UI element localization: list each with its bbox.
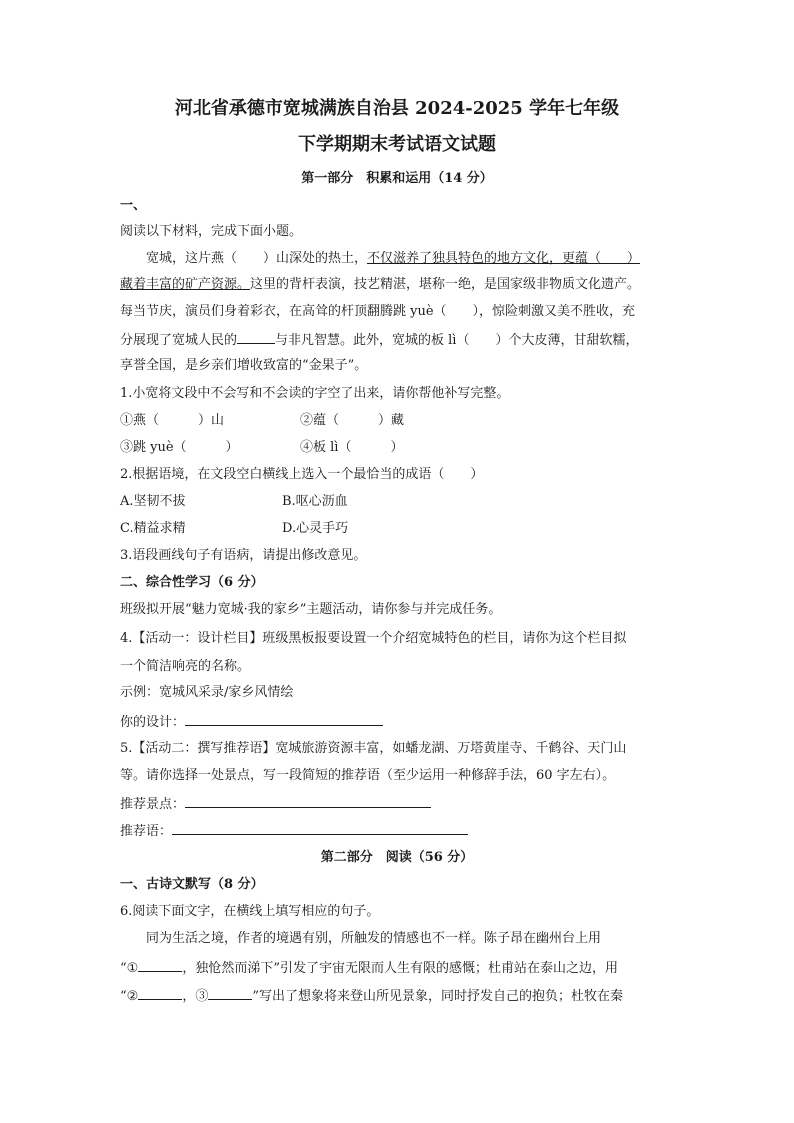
q6-blank-1[interactable] bbox=[138, 959, 182, 972]
passage-line-5: 享誉全国，是乡亲们增收致富的“金果子”。 bbox=[120, 358, 368, 373]
q5-rec-row bbox=[120, 822, 468, 840]
q6-paragraph-line-3 bbox=[120, 987, 623, 1005]
part2-heading: 第二部分 阅读（56 分） bbox=[320, 850, 474, 865]
q6-blank-3[interactable] bbox=[208, 987, 252, 1000]
q5-rec-line[interactable] bbox=[172, 822, 468, 835]
q6-text: “② bbox=[120, 989, 139, 1004]
q6-paragraph-line-2 bbox=[120, 959, 618, 977]
q2-choice-a: A.坚韧不拔 bbox=[120, 494, 186, 509]
passage-text: 与非凡智慧。此外，宽城的板 lì（ ）个大皮薄，甘甜软糯， bbox=[275, 333, 639, 348]
q1-option-c: ③跳 yuè（ ） bbox=[120, 440, 239, 455]
page-title: 河北省承德市宽城满族自治县 2024-2025 学年七年级 bbox=[174, 98, 620, 119]
q5-rec-label: 推荐语： bbox=[120, 824, 173, 839]
q2-choice-d: D.心灵手巧 bbox=[282, 521, 349, 536]
q6-text: “① bbox=[120, 961, 139, 976]
question-2: 2.根据语境，在文段空白横线上选入一个最恰当的成语（ ） bbox=[120, 467, 484, 482]
q6-blank-2[interactable] bbox=[138, 987, 182, 1000]
question-5-line-2: 等。请你选择一处景点，写一段简短的推荐语（至少运用一种修辞手法，60 字左右）。 bbox=[120, 768, 616, 783]
q5-spot-label: 推荐景点： bbox=[120, 797, 186, 812]
question-6: 6.阅读下面文字，在横线上填写相应的句子。 bbox=[120, 904, 380, 919]
passage-lead: 宽城，这片燕（ ）山深处的热土， bbox=[146, 251, 368, 266]
passage-line-4 bbox=[120, 331, 638, 349]
question-4-line-1: 4.【活动一：设计栏目】班级黑板报要设置一个介绍宽城特色的栏目，请你为这个栏目拟 bbox=[120, 631, 627, 646]
q6-text: ，独怆然而涕下”引发了宇宙无限而人生有限的感慨；杜甫站在泰山之边，用 bbox=[182, 961, 618, 976]
part1-heading: 第一部分 积累和运用（14 分） bbox=[301, 171, 493, 186]
section1-label: 一、 bbox=[120, 198, 147, 213]
question-3: 3.语段画线句子有语病，请提出修改意见。 bbox=[120, 548, 367, 563]
fill-blank bbox=[237, 331, 275, 344]
underlined-sentence-part1: 不仅滋养了独具特色的地方文化，更蕴（ ） bbox=[367, 251, 641, 266]
q1-option-a: ①燕（ ）山 bbox=[120, 413, 225, 428]
q1-option-b: ②蕴（ ）藏 bbox=[300, 413, 405, 428]
q5-spot-line[interactable] bbox=[185, 795, 431, 808]
section3-heading: 一、古诗文默写（8 分） bbox=[120, 877, 264, 892]
passage-line-1 bbox=[146, 251, 640, 267]
question-5-line-1: 5.【活动二：撰写推荐语】宽城旅游资源丰富，如蟠龙湖、万塔黄崖寺、千鹤谷、天门山 bbox=[120, 741, 627, 756]
q6-text: ，③ bbox=[182, 989, 209, 1004]
q2-choice-c: C.精益求精 bbox=[120, 521, 186, 536]
q1-option-d: ④板 lì（ ） bbox=[300, 440, 404, 455]
passage-text: 这里的背杆表演，技艺精湛，堪称一绝，是国家级非物质文化遗产。 bbox=[250, 277, 641, 292]
section2-heading: 二、综合性学习（6 分） bbox=[120, 575, 264, 590]
q6-paragraph-line-1: 同为生活之境，作者的境遇有别，所触发的情感也不一样。陈子昂在幽州台上用 bbox=[146, 931, 602, 946]
q4-answer-row bbox=[120, 713, 383, 731]
passage-line-2 bbox=[120, 277, 640, 293]
question-1: 1.小宽将文段中不会写和不会读的字空了出来，请你帮他补写完整。 bbox=[120, 386, 510, 401]
q4-example: 示例：宽城风采录/家乡风情绘 bbox=[120, 685, 294, 700]
passage-line-3: 每当节庆，演员们身着彩衣，在高耸的杆顶翻腾跳 yuè（ ），惊险刺激又美不胜收，充 bbox=[120, 304, 636, 319]
page-subtitle: 下学期期末考试语文试题 bbox=[298, 134, 496, 155]
underlined-sentence-part2: 藏着丰富的矿产资源。 bbox=[120, 277, 251, 292]
q4-answer-label: 你的设计： bbox=[120, 715, 186, 730]
question-4-line-2: 一个简洁响亮的名称。 bbox=[120, 659, 251, 674]
instruction-text: 阅读以下材料，完成下面小题。 bbox=[120, 224, 303, 239]
section2-intro: 班级拟开展“魅力宽城·我的家乡”主题活动，请你参与并完成任务。 bbox=[120, 602, 502, 617]
q2-choice-b: B.呕心沥血 bbox=[282, 494, 348, 509]
q6-text: ”写出了想象将来登山所见景象，同时抒发自己的抱负；杜牧在秦 bbox=[252, 989, 623, 1004]
q4-answer-line[interactable] bbox=[185, 713, 383, 726]
q5-spot-row bbox=[120, 795, 431, 813]
passage-text: 分展现了宽城人民的 bbox=[120, 333, 238, 348]
